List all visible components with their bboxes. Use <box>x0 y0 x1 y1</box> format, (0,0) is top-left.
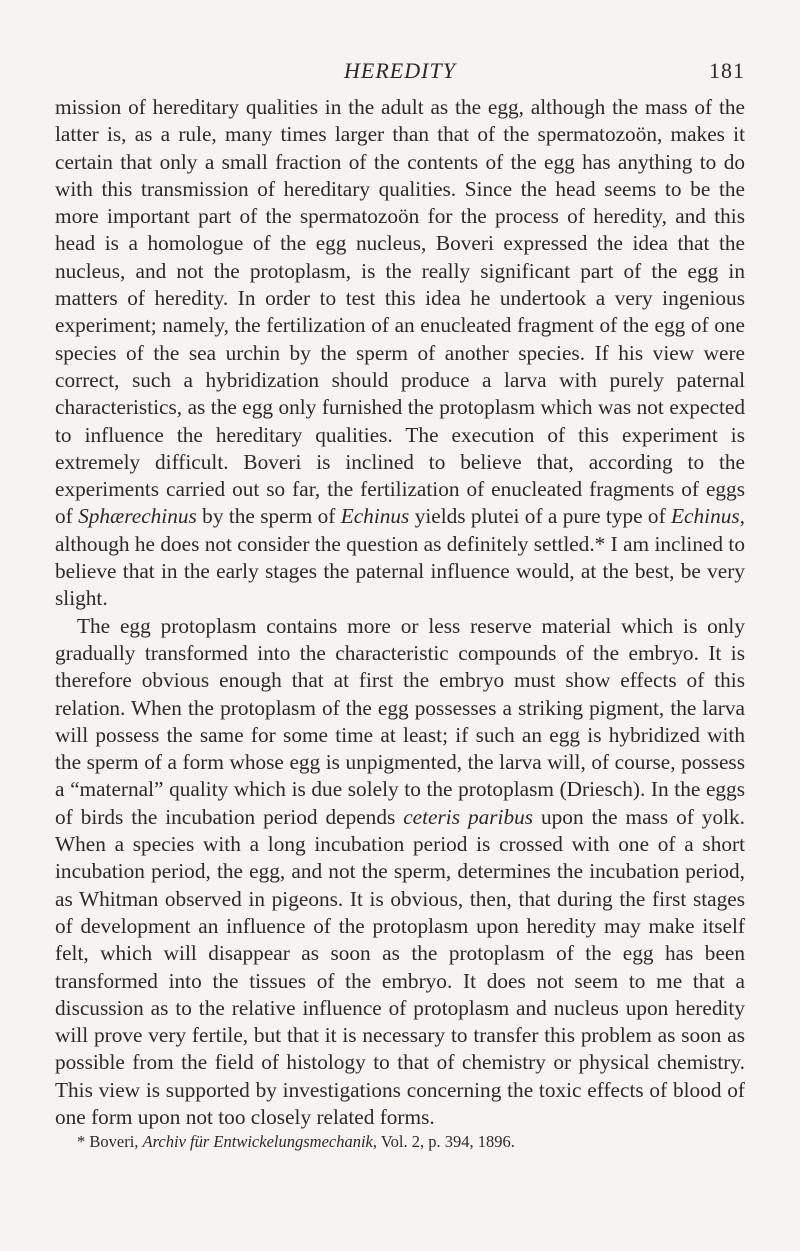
text-run: upon the mass of yolk. When a species with a long incubation period is crossed with one of a short incubation period, the egg, and not the sperm, determines the incubation period, as Whitman observed in pigeons. It is obvious, then, that during the first stages of development an influence of the protoplasm upon heredity may make itself felt, which will disappear as soon as the protoplasm of the egg has been transformed into the tissues of the embryo. It does not seem to me that a discussion as to the relative influence of protoplasm and nucleus upon heredity will prove very fertile, but that it is necessary to transfer this problem as soon as possible from the field of histology to that of chemistry or physical chemistry. This view is supported by investigations concerning the toxic effects of blood of one form upon not too closely related forms. <box>55 804 745 1129</box>
paragraph-1 <box>55 94 745 613</box>
body-text <box>55 94 745 1131</box>
page-header <box>55 58 745 94</box>
text-run: The egg protoplasm contains more or less reserve material which is only gradually transformed into the characteristic compounds of the embryo. It is therefore obvious enough that at first the embryo must show effects of this relation. When the protoplasm of the egg possesses a striking pigment, the larva will possess the same for some time at least; if such an egg is hybridized with the sperm of a form whose egg is unpigmented, the larva will, of course, possess a “maternal” quality which is due solely to the protoplasm (Driesch). In the eggs of birds the incubation period depends <box>55 613 745 829</box>
text-run: although he does not consider the question as definitely settled.* I am inclined to believe that in the early stages the paternal influence would, at the best, be very slight. <box>55 531 745 611</box>
italic-text: ceteris paribus <box>403 804 534 829</box>
book-page <box>55 58 745 1153</box>
italic-text: Archiv für Entwickelungsmechanik, <box>142 1132 377 1152</box>
text-run: Vol. 2, p. 394, 1896. <box>377 1132 515 1152</box>
text-run: * Boveri, <box>77 1132 143 1152</box>
italic-text: Sphærechinus <box>78 504 197 529</box>
italic-text: Echinus <box>340 504 410 529</box>
running-head: HEREDITY <box>344 58 456 83</box>
italic-text: Echinus, <box>671 504 745 529</box>
text-run: mission of hereditary qualities in the adult as the egg, although the mass of the latter is, as a rule, many times larger than that of the spermatozoön, makes it certain that only a small fraction of the contents of the egg has anything to do with this transmission of hereditary qualities. Since the head seems to be the more important part of the spermatozoön for the process of heredity, and this head is a homologue of the egg nucleus, Boveri expressed the idea that the nucleus, and not the protoplasm, is the really significant part of the egg in matters of heredity. In order to test this idea he undertook a very ingenious experiment; namely, the fertilization of an enucleated fragment of the egg of one species of the sea urchin by the sperm of another species. If his view were correct, such a hybridization should produce a larva with purely paternal characteristics, as the egg only furnished the protoplasm which was not expected to influence the hereditary qualities. The execution of this experiment is extremely difficult. Boveri is inclined to believe that, according to the experiments carried out so far, the fertilization of enucleated fragments of eggs of <box>55 95 745 529</box>
paragraph-2 <box>55 613 745 1132</box>
page-number: 181 <box>709 58 745 83</box>
text-run: by the sperm of <box>196 504 341 529</box>
text-run: yields plutei of a pure type of <box>409 504 672 529</box>
footnote <box>77 1131 745 1153</box>
